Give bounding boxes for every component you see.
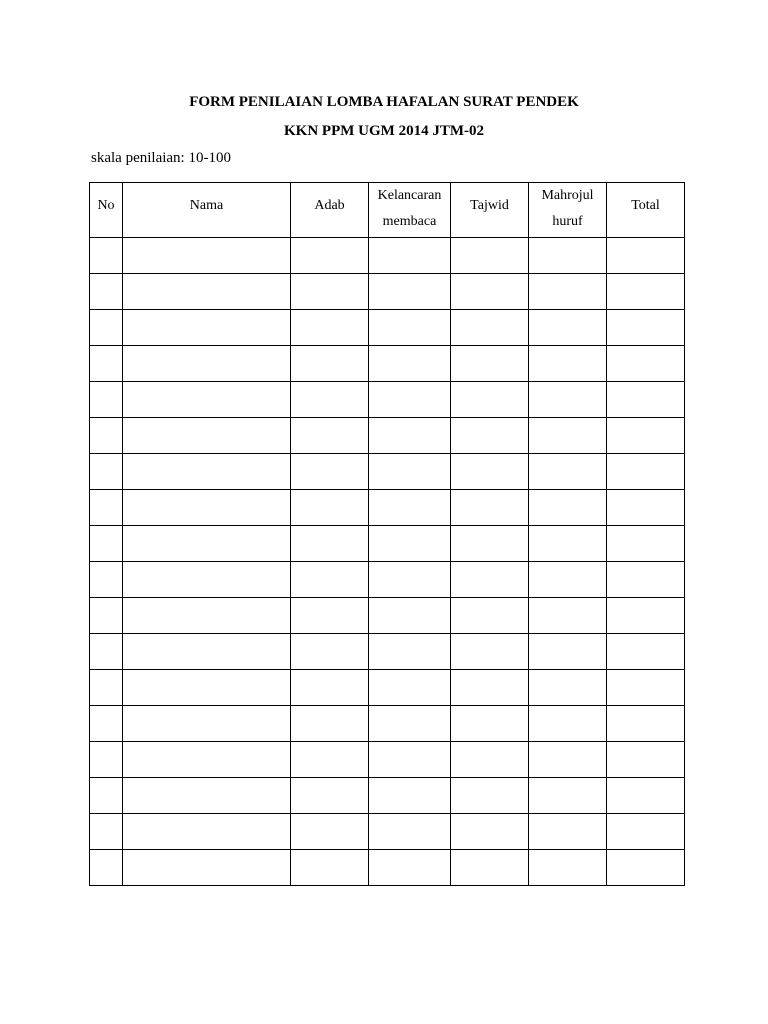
table-cell-kelancaran-membaca [369,598,451,634]
table-cell-nama [123,850,291,886]
table-cell-no [90,454,123,490]
column-header-label: Adab [314,198,345,213]
table-cell-total [607,778,685,814]
table-row [90,274,685,310]
table-cell-tajwid [451,598,529,634]
table-cell-kelancaran-membaca [369,634,451,670]
table-cell-mahrojul-huruf [529,742,607,778]
table-cell-adab [291,814,369,850]
table-cell-tajwid [451,562,529,598]
table-cell-nama [123,490,291,526]
table-row [90,670,685,706]
table-cell-mahrojul-huruf [529,778,607,814]
table-cell-tajwid [451,418,529,454]
table-cell-adab [291,310,369,346]
table-cell-total [607,562,685,598]
table-cell-kelancaran-membaca [369,670,451,706]
table-cell-tajwid [451,526,529,562]
table-cell-tajwid [451,778,529,814]
column-header-label: Nama [189,198,224,213]
table-cell-nama [123,742,291,778]
table-row [90,454,685,490]
table-cell-kelancaran-membaca [369,814,451,850]
table-cell-nama [123,598,291,634]
table-cell-mahrojul-huruf [529,670,607,706]
table-cell-no [90,742,123,778]
table-cell-no [90,598,123,634]
table-cell-no [90,346,123,382]
column-header-label: Kelancaran [377,188,442,203]
table-cell-mahrojul-huruf [529,382,607,418]
table-cell-adab [291,382,369,418]
table-cell-mahrojul-huruf [529,274,607,310]
table-row [90,418,685,454]
table-row [90,850,685,886]
table-cell-adab [291,742,369,778]
table-cell-adab [291,526,369,562]
table-cell-adab [291,346,369,382]
table-row [90,634,685,670]
table-cell-adab [291,418,369,454]
column-header-mahrojul-huruf [529,183,607,238]
score-table [89,182,685,886]
table-cell-kelancaran-membaca [369,310,451,346]
table-cell-kelancaran-membaca [369,562,451,598]
table-row [90,778,685,814]
table-cell-adab [291,274,369,310]
table-cell-mahrojul-huruf [529,634,607,670]
table-cell-tajwid [451,382,529,418]
table-cell-adab [291,778,369,814]
table-cell-total [607,418,685,454]
table-cell-total [607,670,685,706]
table-cell-mahrojul-huruf [529,598,607,634]
table-cell-total [607,526,685,562]
table-cell-tajwid [451,346,529,382]
table-cell-mahrojul-huruf [529,310,607,346]
column-header-adab [291,183,369,238]
table-cell-nama [123,634,291,670]
table-cell-mahrojul-huruf [529,526,607,562]
table-cell-nama [123,418,291,454]
table-cell-adab [291,238,369,274]
table-cell-kelancaran-membaca [369,742,451,778]
table-cell-no [90,634,123,670]
table-row [90,598,685,634]
table-cell-adab [291,706,369,742]
column-header-tajwid [451,183,529,238]
table-cell-nama [123,346,291,382]
table-cell-adab [291,490,369,526]
table-cell-nama [123,562,291,598]
table-cell-nama [123,274,291,310]
table-cell-mahrojul-huruf [529,562,607,598]
table-cell-total [607,238,685,274]
table-cell-no [90,670,123,706]
table-cell-kelancaran-membaca [369,274,451,310]
table-cell-no [90,814,123,850]
column-header-total [607,183,685,238]
table-cell-no [90,382,123,418]
table-cell-total [607,850,685,886]
table-cell-kelancaran-membaca [369,850,451,886]
table-cell-nama [123,238,291,274]
table-row [90,814,685,850]
table-cell-total [607,598,685,634]
table-cell-tajwid [451,238,529,274]
column-header-label: Mahrojul [541,188,594,203]
table-cell-total [607,454,685,490]
column-header-label: Total [631,198,660,213]
column-header-label: No [97,198,115,213]
table-row [90,382,685,418]
table-cell-no [90,490,123,526]
table-cell-tajwid [451,634,529,670]
table-cell-no [90,778,123,814]
table-cell-tajwid [451,490,529,526]
table-cell-mahrojul-huruf [529,346,607,382]
table-row [90,346,685,382]
table-cell-tajwid [451,850,529,886]
table-cell-no [90,706,123,742]
table-cell-no [90,310,123,346]
table-cell-tajwid [451,706,529,742]
column-header-label: Tajwid [470,198,509,213]
table-cell-nama [123,382,291,418]
table-cell-adab [291,634,369,670]
table-cell-total [607,490,685,526]
table-cell-total [607,310,685,346]
form-subtitle: KKN PPM UGM 2014 JTM-02 [284,123,484,139]
table-cell-no [90,274,123,310]
table-cell-no [90,238,123,274]
column-header-label: membaca [382,214,437,229]
scale-note: skala penilaian: 10-100 [91,150,231,166]
table-cell-kelancaran-membaca [369,238,451,274]
table-cell-tajwid [451,310,529,346]
table-cell-adab [291,670,369,706]
table-cell-kelancaran-membaca [369,418,451,454]
table-cell-nama [123,526,291,562]
table-cell-adab [291,850,369,886]
table-cell-mahrojul-huruf [529,238,607,274]
table-cell-total [607,274,685,310]
table-header-row [90,183,685,238]
table-row [90,526,685,562]
table-cell-total [607,742,685,778]
table-cell-mahrojul-huruf [529,490,607,526]
table-cell-tajwid [451,454,529,490]
table-body [90,238,685,886]
table-cell-total [607,382,685,418]
table-cell-no [90,850,123,886]
table-cell-kelancaran-membaca [369,490,451,526]
column-header-no [90,183,123,238]
table-cell-adab [291,454,369,490]
table-cell-total [607,706,685,742]
table-cell-kelancaran-membaca [369,526,451,562]
table-cell-kelancaran-membaca [369,382,451,418]
table-cell-mahrojul-huruf [529,706,607,742]
table-cell-total [607,814,685,850]
table-cell-mahrojul-huruf [529,814,607,850]
table-cell-no [90,562,123,598]
table-cell-no [90,418,123,454]
table-cell-kelancaran-membaca [369,454,451,490]
column-header-nama [123,183,291,238]
table-cell-nama [123,814,291,850]
table-row [90,742,685,778]
table-cell-kelancaran-membaca [369,706,451,742]
table-cell-adab [291,598,369,634]
column-header-label: huruf [552,214,583,229]
table-cell-mahrojul-huruf [529,454,607,490]
table-cell-tajwid [451,814,529,850]
table-row [90,238,685,274]
table-cell-nama [123,670,291,706]
table-cell-kelancaran-membaca [369,346,451,382]
table-row [90,310,685,346]
table-cell-tajwid [451,670,529,706]
table-cell-nama [123,778,291,814]
column-header-kelancaran-membaca [369,183,451,238]
table-cell-nama [123,706,291,742]
table-row [90,562,685,598]
table-cell-mahrojul-huruf [529,418,607,454]
table-cell-total [607,634,685,670]
table-cell-no [90,526,123,562]
table-cell-tajwid [451,274,529,310]
table-cell-adab [291,562,369,598]
table-cell-total [607,346,685,382]
table-cell-kelancaran-membaca [369,778,451,814]
table-cell-nama [123,454,291,490]
table-row [90,706,685,742]
table-cell-tajwid [451,742,529,778]
table-cell-nama [123,310,291,346]
form-title: FORM PENILAIAN LOMBA HAFALAN SURAT PENDEK [189,94,579,110]
table-cell-mahrojul-huruf [529,850,607,886]
table-row [90,490,685,526]
